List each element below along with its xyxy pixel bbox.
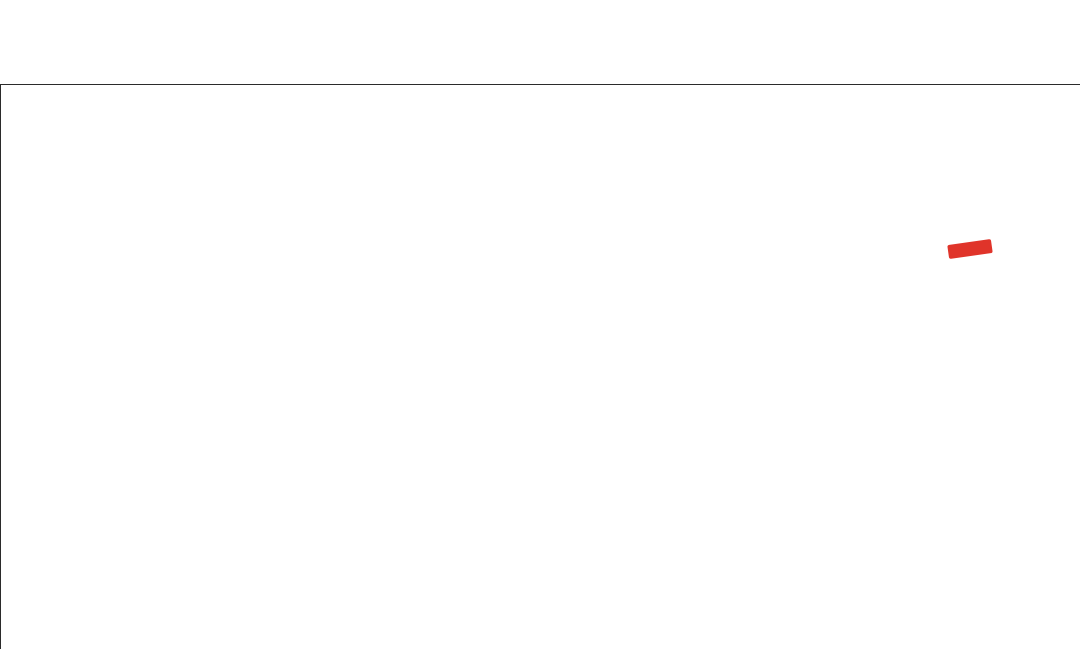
page-title <box>0 0 1080 84</box>
qr-code <box>912 192 1028 308</box>
table-frame <box>0 84 1080 649</box>
recruitment-table <box>0 84 1080 649</box>
